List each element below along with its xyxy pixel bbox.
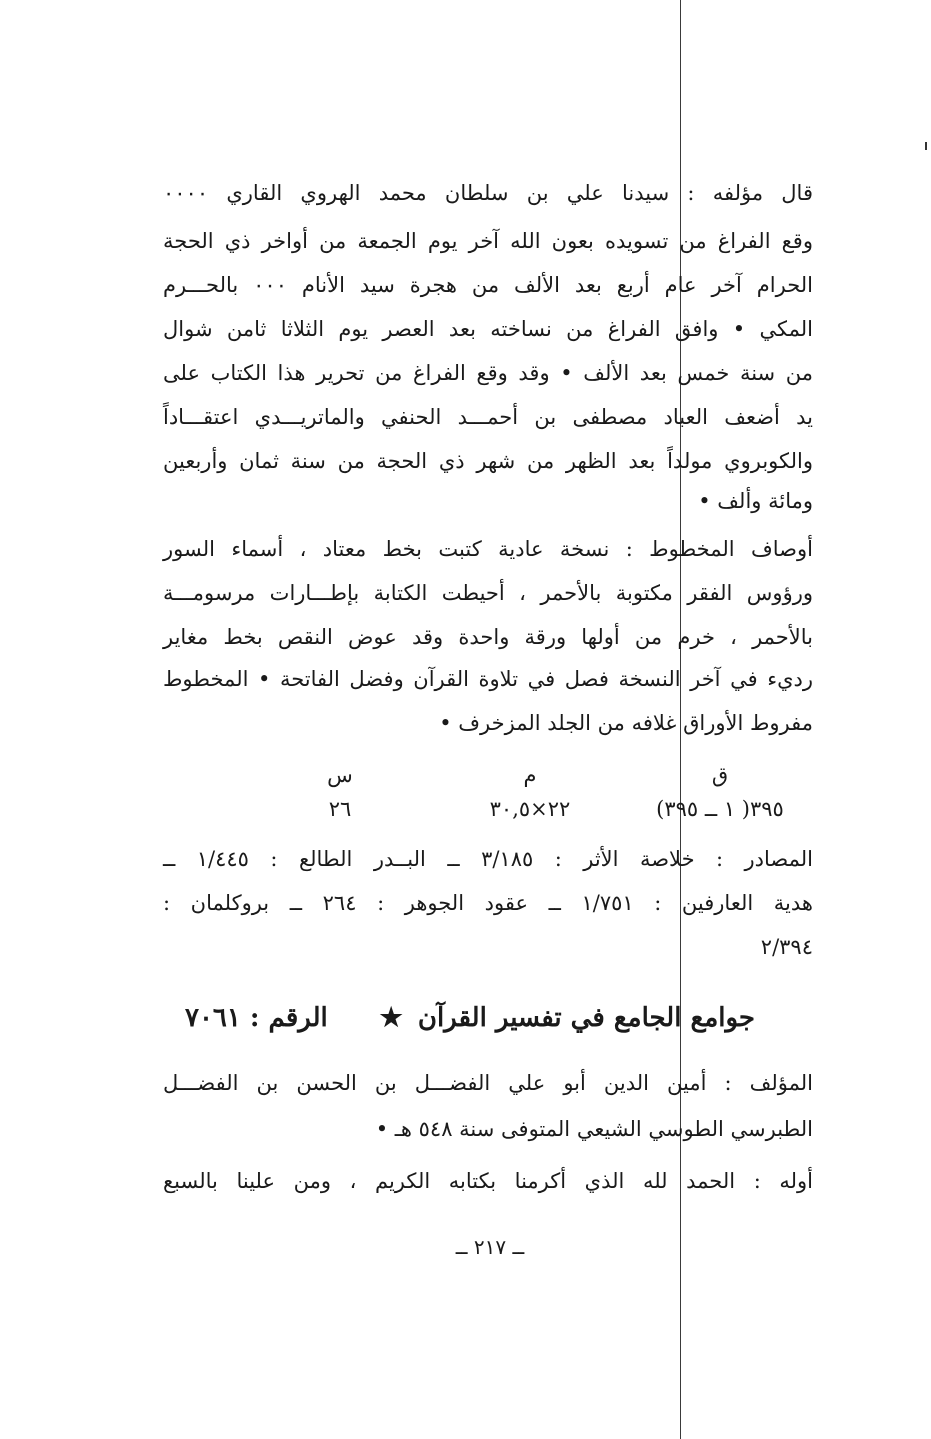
measure-m — [450, 758, 610, 826]
sources-line: ٢/٣٩٤ — [760, 935, 813, 959]
colophon-line: المكي • وافق الفراغ من نساخته بعد العصر يوم الثلاثا ثامن شوال — [163, 317, 813, 341]
description-line: مفروط الأوراق غلافه من الجلد المزخرف • — [439, 711, 813, 735]
measure-q — [640, 758, 800, 826]
page-number: ــ ٢١٧ ــ — [455, 1235, 525, 1259]
description-line: أوصاف المخطوط : نسخة عادية كتبت بخط معتاد ، أسماء السور — [163, 537, 813, 561]
measure-q-header: ق — [711, 763, 729, 787]
description-line: رديء في آخر النسخة فصل في تلاوة القرآن وفضل الفاتحة • المخطوط — [163, 667, 813, 691]
colophon-line: والكوبروي مولداً بعد الظهر من شهر ذي الحجة من سنة ثمان وأربعين — [163, 449, 813, 473]
author-line: الطبرسي الطوسي الشيعي المتوفى سنة ٥٤٨ هـ • — [375, 1117, 813, 1141]
colophon-line: الحرام آخر عام أربع بعد الألف من هجرة سيد الأنام ٠٠٠ بالحـــرم — [163, 273, 813, 297]
measure-m-value: ٢٢×٣٠,٥ — [489, 797, 571, 821]
star-icon: ★ — [379, 1003, 403, 1033]
sources-line: المصادر : خلاصة الأثر : ٣/١٨٥ ــ البــدر الطالع : ١/٤٤٥ ــ — [163, 847, 813, 871]
description-line: بالأحمر ، خرم من أولها ورقة واحدة وقد عوض النقص بخط مغاير — [163, 625, 813, 649]
incipit-line: أوله : الحمد لله الذي أكرمنا بكتابه الكريم ، ومن علينا بالسبع — [163, 1169, 813, 1193]
measure-s-value: ٢٦ — [328, 797, 352, 821]
entry-number: الرقم : ٧٠٦١ — [185, 1003, 328, 1033]
measurements-table — [260, 758, 800, 828]
measure-s — [260, 758, 420, 826]
colophon-line: من سنة خمس بعد الألف • وقد وقع الفراغ من تحرير هذا الكتاب على — [163, 361, 813, 385]
colophon-line: يد أضعف العباد مصطفى بن أحمـــد الحنفي والماتريـــدي اعتقـــاداً — [163, 405, 813, 429]
entry-title: جوامع الجامع في تفسير القرآن — [417, 1003, 755, 1033]
description-line: ورؤوس الفقر مكتوبة بالأحمر ، أحيطت الكتابة بإطـــارات مرسومـــة — [163, 581, 813, 605]
colophon-line: قال مؤلفه : سيدنا علي بن سلطان محمد الهروي القاري ٠٠٠٠ — [163, 181, 813, 205]
author-line: المؤلف : أمين الدين أبو علي الفضـــل بن الحسن بن الفضـــل — [163, 1071, 813, 1095]
measure-s-header: س — [327, 763, 353, 787]
colophon-line: ومائة وألف • — [698, 489, 813, 513]
colophon-line: وقع الفراغ من تسويده بعون الله آخر يوم الجمعة من أواخر ذي الحجة — [163, 229, 813, 253]
sources-line: هدية العارفين : ١/٧٥١ ــ عقود الجوهر : ٢٦٤ ــ بروكلمان : — [163, 891, 813, 915]
edge-mark — [925, 142, 927, 150]
entry-title-group — [379, 998, 755, 1038]
measure-q-value: ٣٩٥( ١ ــ ٣٩٥) — [656, 797, 784, 821]
measure-m-header: م — [523, 763, 537, 787]
